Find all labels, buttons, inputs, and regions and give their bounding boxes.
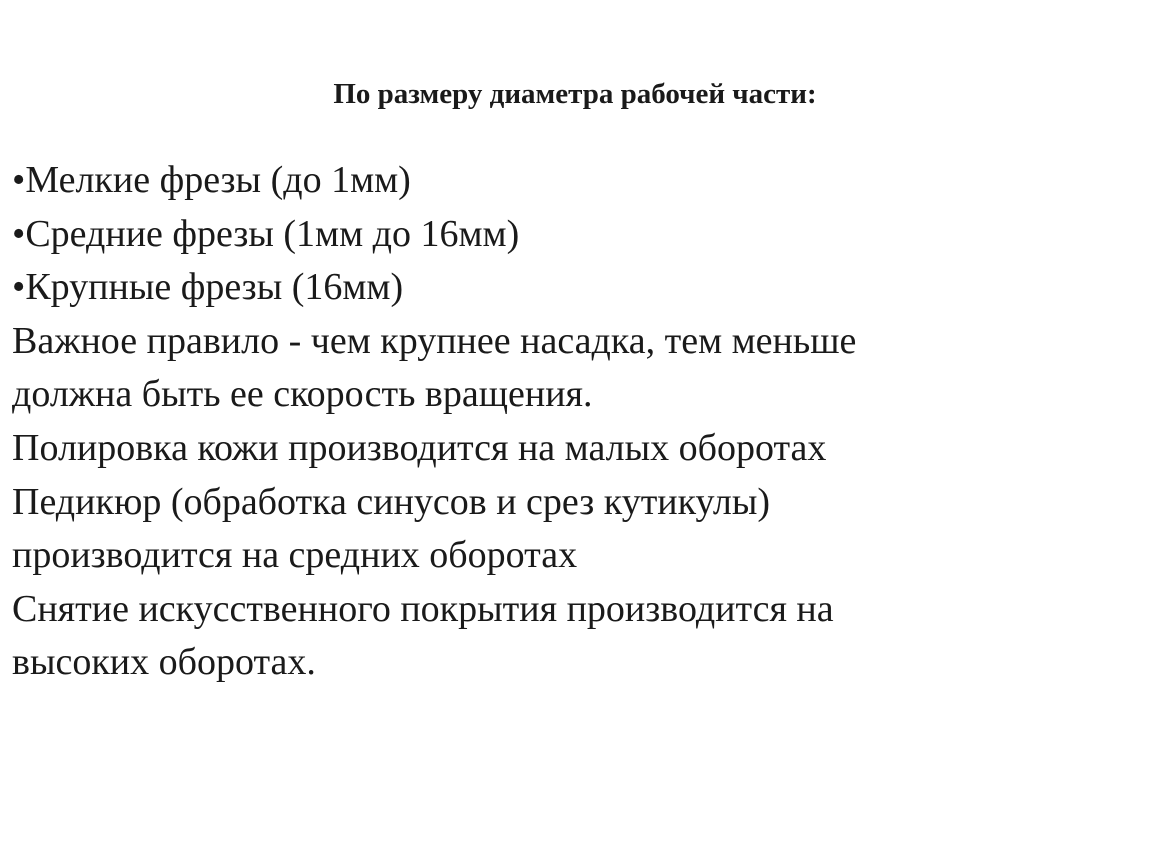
bullet-item [12,154,1142,208]
paragraph-line: Педикюр (обработка синусов и срез кутикулы) [12,480,771,523]
bullet-marker: • [12,212,26,255]
paragraph-line: производится на средних оборотах [12,534,578,577]
paragraph-line: Полировка кожи производится на малых оборотах [12,426,827,469]
bullet-item [12,261,1142,315]
paragraph-line: должна быть ее скорость вращения. [12,373,593,416]
bullet-marker: • [12,266,26,309]
bullet-text: Мелкие фрезы (до 1мм) [25,159,411,201]
bullet-item [12,208,1142,262]
slide-body [12,154,1142,690]
paragraph-line: Важное правило - чем крупнее насадка, тем меньше [12,319,857,362]
bullet-text: Средние фрезы (1мм до 16мм) [25,212,520,255]
paragraph-line: высоких оборотах. [12,641,316,684]
slide-title: По размеру диаметра рабочей части: [333,78,817,110]
bullet-text: Крупные фрезы (16мм) [25,266,404,309]
paragraph-line: Снятие искусственного покрытия производится на [12,587,834,630]
bullet-marker: • [12,159,26,201]
